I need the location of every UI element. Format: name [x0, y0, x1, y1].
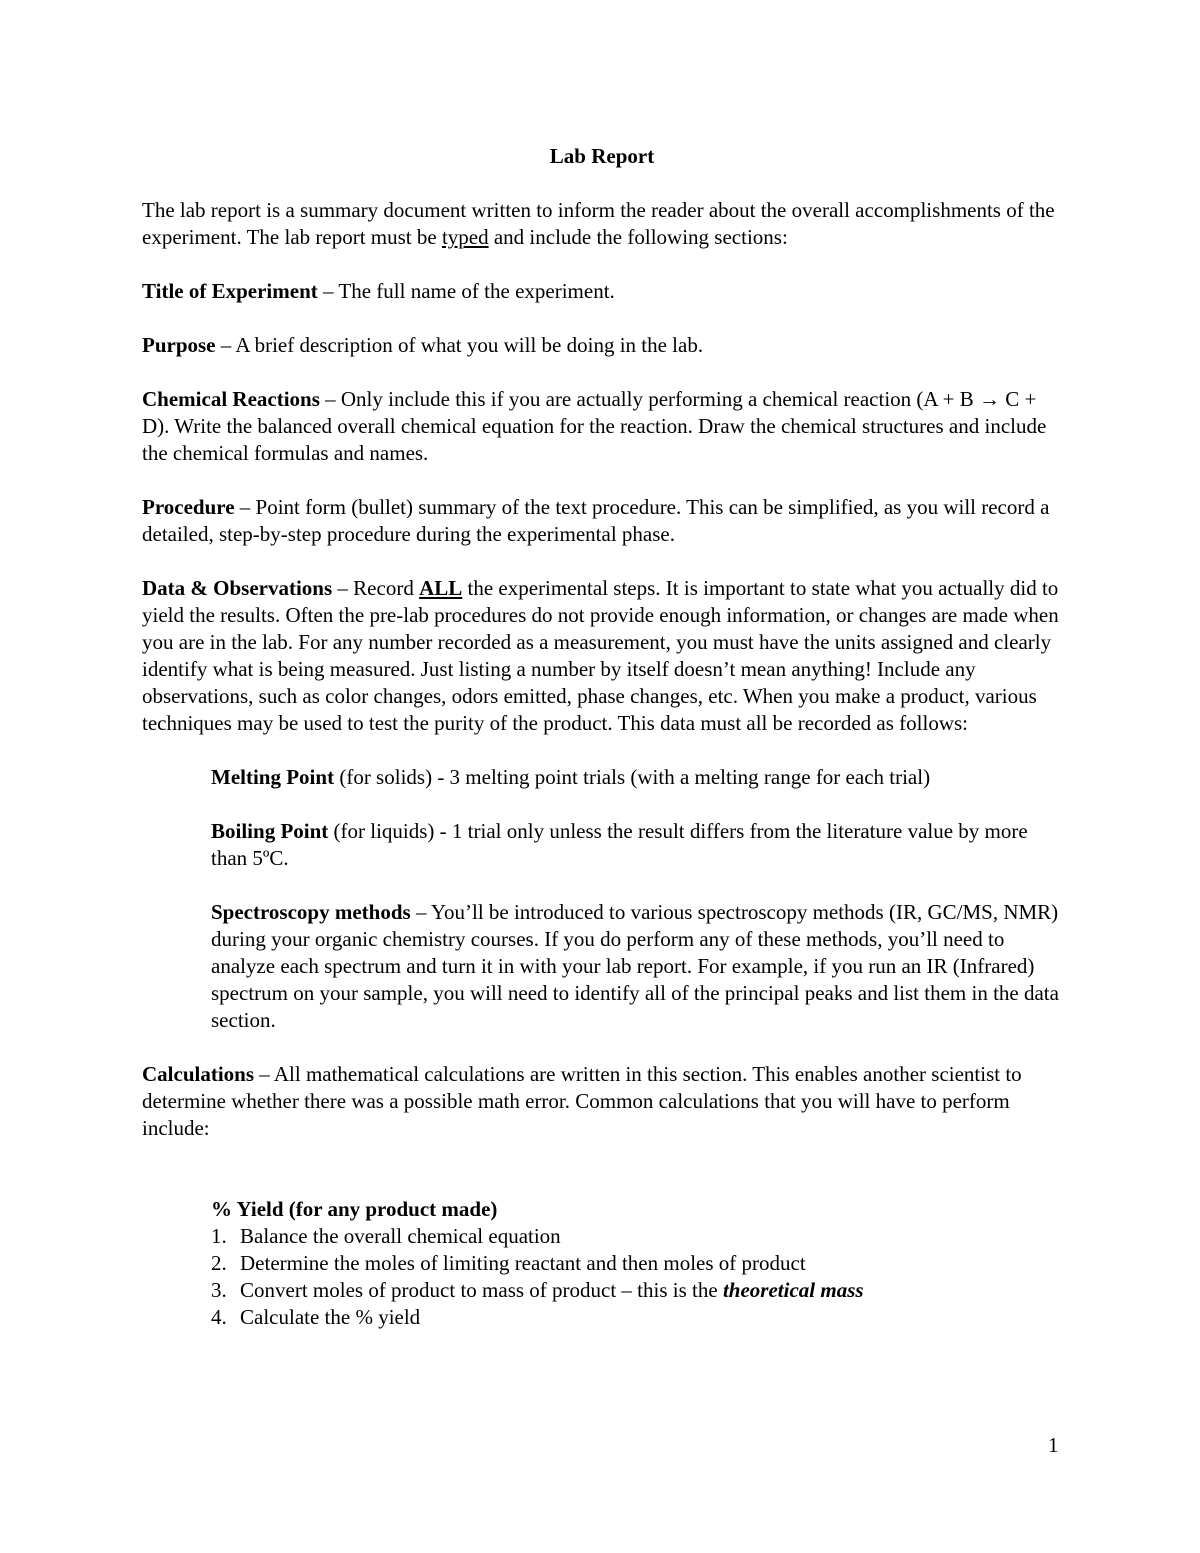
section-text-continued: the experimental steps. It is important to state what you actually did to yield the results. Often the pre-lab procedures do not provide enough information, or changes are made when you are in the lab. For any number recorded as a measurement, you must have the units assigned and clearly identify what is being measured. Just listing a number by itself doesn’t mean anything! Include any observations, such as color changes, odors emitted, phase changes, etc. When you make a product, various techniques may be used to test the purity of the product. This data must all be recorded as follows: — [142, 576, 1059, 735]
subsection-text: (for solids) - 3 melting point trials (with a melting range for each trial) — [334, 765, 931, 789]
subsection-boiling-point — [211, 818, 1062, 872]
list-item-text: Convert moles of product to mass of product – this is the — [240, 1278, 723, 1302]
section-text: – Only include this if you are actually performing a chemical reaction (A + B → C + D). Write the balanced overall chemical equation for the reaction. Draw the chemical structures and include the chemical formulas and names. — [142, 387, 1047, 465]
subsection-spectroscopy — [211, 899, 1062, 1034]
section-purpose — [142, 332, 1062, 359]
section-label: Data & Observations — [142, 576, 333, 600]
section-label: Procedure — [142, 495, 235, 519]
subsection-text: (for liquids) - 1 trial only unless the result differs from the literature value by more than 5ºC. — [211, 819, 1028, 870]
section-label: Title of Experiment — [142, 279, 318, 303]
page-number: 1 — [1048, 1433, 1059, 1457]
section-text: – The full name of the experiment. — [317, 279, 615, 303]
list-item-number: 4. — [211, 1305, 227, 1329]
list-item-number: 1. — [211, 1224, 227, 1248]
subsection-label: Spectroscopy methods — [211, 900, 411, 924]
yield-steps-list — [211, 1223, 1062, 1331]
section-data-observations — [142, 575, 1062, 737]
emphasis-all: ALL — [419, 576, 463, 600]
list-item — [211, 1304, 1062, 1331]
section-text: – A brief description of what you will be doing in the lab. — [215, 333, 704, 357]
document-page — [142, 143, 1062, 1331]
section-label: Purpose — [142, 333, 216, 357]
section-label: Calculations — [142, 1062, 255, 1086]
section-procedure — [142, 494, 1062, 548]
list-item — [211, 1277, 1062, 1304]
list-item — [211, 1250, 1062, 1277]
subsection-text: – You’ll be introduced to various spectroscopy methods (IR, GC/MS, NMR) during your organic chemistry courses. If you do perform any of these methods, you’ll need to analyze each spectrum and turn it in with your lab report. For example, if you run an IR (Infrared) spectrum on your sample, you will need to identify all of the principal peaks and list them in the data section. — [211, 900, 1059, 1032]
yield-heading — [211, 1196, 1062, 1223]
yield-heading-text: % Yield (for any product made) — [211, 1197, 498, 1221]
intro-paragraph — [142, 197, 1062, 251]
section-text: – Point form (bullet) summary of the text procedure. This can be simplified, as you will record a detailed, step-by-step procedure during the experimental phase. — [142, 495, 1050, 546]
subsection-label: Boiling Point — [211, 819, 329, 843]
yield-block — [211, 1196, 1062, 1331]
list-item — [211, 1223, 1062, 1250]
list-item-text: Balance the overall chemical equation — [240, 1224, 561, 1248]
section-text: – Record — [332, 576, 420, 600]
intro-text-end: and include the following sections: — [488, 225, 788, 249]
page-title: Lab Report — [549, 144, 655, 168]
list-item-text: Determine the moles of limiting reactant and then moles of product — [240, 1251, 806, 1275]
subsection-melting-point — [211, 764, 1062, 791]
intro-underlined-word: typed — [441, 225, 489, 249]
section-text: – All mathematical calculations are written in this section. This enables another scientist to determine whether there was a possible math error. Common calculations that you will have to perform include: — [142, 1062, 1022, 1140]
section-label: Chemical Reactions — [142, 387, 320, 411]
section-chemical-reactions — [142, 386, 1062, 467]
section-title-of-experiment — [142, 278, 1062, 305]
list-item-number: 3. — [211, 1278, 227, 1302]
intro-text: The lab report is a summary document written to inform the reader about the overall accomplishments of the experiment. The lab report must be — [142, 198, 1055, 249]
section-calculations — [142, 1061, 1062, 1142]
subsection-label: Melting Point — [211, 765, 335, 789]
list-item-text: Calculate the % yield — [240, 1305, 421, 1329]
theoretical-mass-emphasis: theoretical mass — [722, 1278, 864, 1302]
list-item-number: 2. — [211, 1251, 227, 1275]
